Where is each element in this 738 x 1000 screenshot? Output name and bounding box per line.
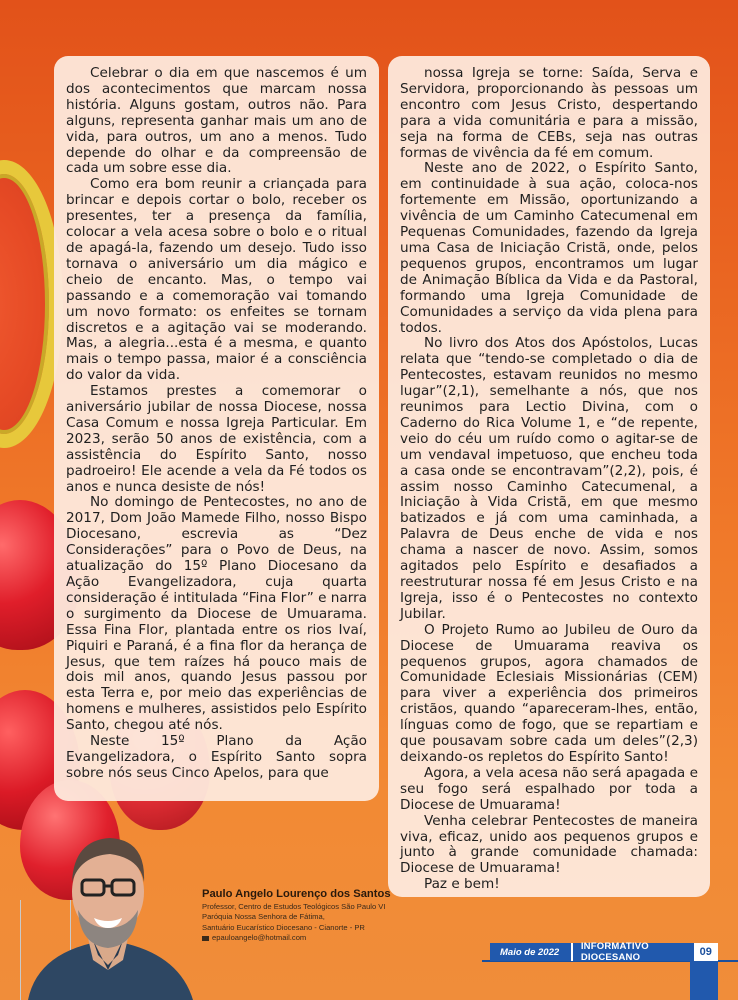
author-name: Paulo Angelo Lourenço dos Santos [202, 888, 391, 900]
publication-name: INFORMATIVO DIOCESANO [580, 941, 649, 963]
page-number: 09 [694, 943, 718, 961]
article-column-left [54, 56, 379, 801]
article-paragraph: O Projeto Rumo ao Jubileu de Ouro da Diocese de Umuarama reaviva os pequenos grupos, agora chamados de Comunidade Eclesiais Missionárias (CEM) para viver a experiência dos primeiros cristãos, quando “apareceram-lhes, então, línguas como de fogo, que se repartiam e que pousavam sobre cada um deles”(2,3) deixando-os repletos do Espírito Santo! [400, 621, 698, 765]
page-footer [490, 943, 718, 961]
article-paragraph: Neste 15º Plano da Ação Evangelizadora, o Espírito Santo sopra sobre nós seus Cinco Apelos, para que [66, 733, 367, 781]
article-paragraph: Como era bom reunir a criançada para brincar e depois cortar o bolo, receber os presentes, ter a presença da família, colocar a vela acesa sobre o bolo e o ritual de apagá-la, fazendo um desejo. Tudo isso tornava o aniversário um dia mágico e cheio de encanto. Mas, o tempo vai passando e a comemoração vai tomando um novo formato: os enfeites se tornam discretos e a agitação vai se moderando. Mas, a alegria...esta é a mesma, e quanto mais o tempo passa, maior é a consciência do valor da vida. [66, 176, 367, 384]
article-paragraph: Estamos prestes a comemorar o aniversário jubilar de nossa Diocese, nossa Casa Comum e nossa Igreja Particular. Em 2023, serão 50 anos de existência, com a assistência do Espírito Santo, nosso padroeiro! Ele acende a vela da Fé todos os anos e nunca desiste de nós! [66, 383, 367, 495]
author-sanctuary: Santuário Eucarístico Diocesano - Cianorte - PR [202, 922, 365, 932]
author-photo [18, 820, 198, 1000]
article-paragraph: Agora, a vela acesa não será apagada e seu fogo será espalhado por toda a Diocese de Umuarama! [400, 764, 698, 813]
issue-date: Maio de 2022 [500, 946, 560, 958]
author-email: epauloangelo@hotmail.com [212, 933, 307, 943]
article-paragraph: No livro dos Atos dos Apóstolos, Lucas relata que “tendo-se completado o dia de Pentecostes, estavam reunidos no mesmo lugar”(2,1), semelhante a nós, que nos reunimos para Lectio Divina, com o Caderno do Rica Volume 1, e “de repente, veio do céu um ruído como o agitar-se de um vendaval impetuoso, que encheu toda a casa onde se encontravam”(2,2), pois, é assim nosso Caminho Catecumenal, a Iniciação à Vida Cristã, em que mesmo batizados e já com uma caminhada, a Palavra de Deus enche de vida e nos chama a nascer de novo. Assim, somos agitados pelo Espírito e desafiados a reestruturar nossa fé em Jesus Cristo e na Igreja, isso é o Pentecostes no contexto Jubilar. [400, 335, 698, 622]
article-paragraph: nossa Igreja se torne: Saída, Serva e Servidora, proporcionando às pessoas um encontro com Jesus Cristo, despertando para a vida comunitária e para a missão, seja na forma de CEBs, seja nas outras formas de vivência da fé em comum. [400, 65, 698, 161]
mail-icon [202, 936, 209, 941]
article-paragraph: Paz e bem! [424, 876, 500, 893]
article-paragraph: Neste ano de 2022, o Espírito Santo, em continuidade à sua ação, coloca-nos fortemente em Missão, oportunizando a vivência de um Caminho Catecumenal em Pequenas Comunidades, fazendo da Igreja uma Casa de Iniciação Cristã, onde, pelos pequenos grupos, encontramos um lugar de Animação Bíblica da Vida e da Pastoral, formando uma Igreja Comunidade de Comunidades a serviço da vida plena para todos. [400, 160, 698, 336]
article-column-right [388, 56, 710, 897]
article-paragraph: No domingo de Pentecostes, no ano de 2017, Dom João Mamede Filho, nosso Bispo Diocesano, escrevia as “Dez Considerações” para o Povo de Deus, na atualização do 15º Plano Diocesano da Ação Evangelizadora, cuja quarta consideração é intitulada “Fina Flor” e narra o surgimento da Diocese de Umuarama. Essa Fina Flor, plantada entre os rios Ivaí, Piquiri e Paraná, é a fina flor da herança de Jesus, que tem raízes há pouco mais de dois mil anos, quando Jesus passou por esta Terra e, por meio das experiências de homens e mulheres, assistidos pelo Espírito Santo, chegou até nós. [66, 494, 367, 734]
author-email-row [202, 933, 402, 943]
author-credit [202, 888, 402, 944]
article-paragraph: Celebrar o dia em que nascemos é um dos acontecimentos que marcam nossa história. Alguns gostam, outros não. Para alguns, representa ganhar mais um ano de vida, para outros, um ano a menos. Tudo depende do olhar e da compreensão de cada um sobre esse dia. [66, 65, 367, 177]
author-parish: Paróquia Nossa Senhora de Fátima, [202, 912, 325, 922]
article-paragraph: Venha celebrar Pentecostes de maneira viva, eficaz, unido aos pequenos grupos e junto à grande comunidade chamada: Diocese de Umuarama! [400, 812, 698, 877]
author-role: Professor, Centro de Estudos Teológicos São Paulo VI [202, 902, 386, 911]
footer-tab [690, 961, 718, 1000]
